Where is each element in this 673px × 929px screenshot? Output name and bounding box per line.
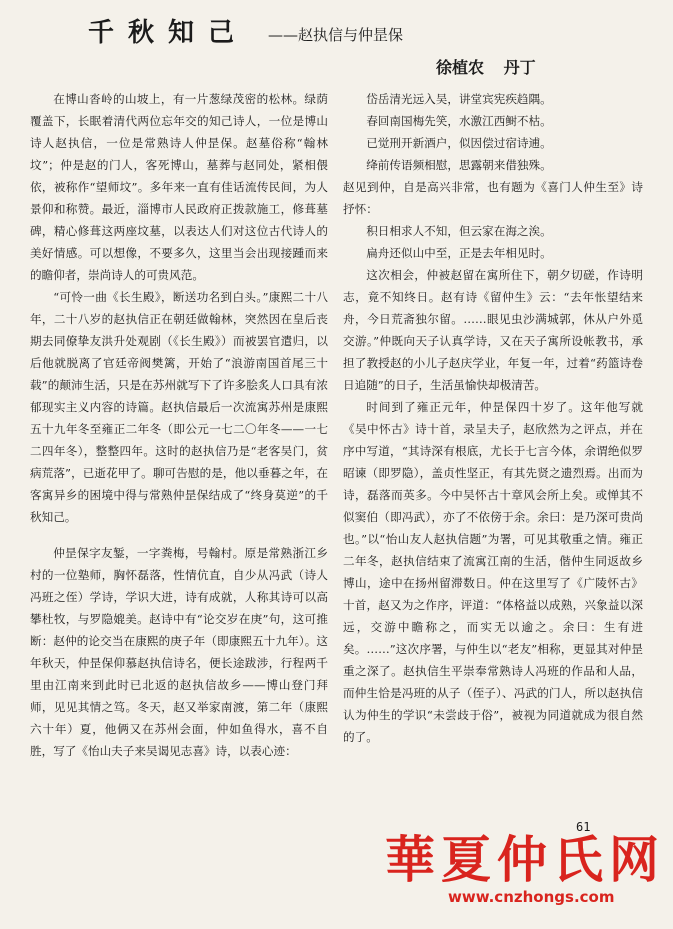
watermark-logo: 華夏仲氏网 — [385, 830, 665, 889]
article-title: 千秋知己 — [88, 18, 249, 48]
poem-line: 绛前传语频相慰，思露朝来借独殊。 — [366, 158, 552, 172]
article-authors: 徐植农 丹丁 — [436, 58, 536, 77]
poem-line: 扁舟还似山中至，正是去年相见时。 — [366, 246, 552, 260]
paragraph: 时间到了雍正元年，仲昰保四十岁了。这年他写就《吴中怀古》诗十首，录呈夫子，赵欣然为之评点，并在序中写道，“其诗深有根底，尤长于七言今体，余谓绝似罗昭谏（即罗隐），盖贞性坚正，有其先贤之遗烈焉。出而为诗，磊落而英多。今中吴怀古十章风会所上矣。或惮其不似窦伯（即冯武），亦了不依傍于余。余曰：是乃深可贵尚也。”以“怡山友人赵执信题”为署，可见其敬重之情。雍正二年冬，赵执信结束了流寓江南的生活，偕仲生同返故乡博山，途中在扬州留滞数日。仲在这里写了《广陵怀古》十首，赵又为之作序，评道：“体格益以成熟，兴象益以深远，交游中瞻称之，而实无以逾之。余曰：生有进矣。……”这次序署，与仲生以“老友”相称，更显其对仲昰重之深了。赵执信生平崇奉常熟诗人冯班的作品和人品，而仲生恰是冯班的从子（侄子）、冯武的门人，所以赵执信认为仲生的学识“未尝歧于俗”，被视为同道就成为很自然的了。 — [343, 400, 643, 744]
watermark-url: www.cnzhongs.com — [448, 888, 615, 906]
left-column — [30, 88, 328, 858]
poem-line: 岱岳清光远入吴，讲堂宾宪疾趋隅。 — [366, 92, 552, 106]
paragraph: 仲昰保字友錾，一字粪梅，号翰村。原是常熟浙江乡村的一位塾师，胸怀磊落，性情伉直，自少从冯武（诗人冯班之侄）学诗，学识大进，诗有成就，人称其诗可以高攀杜牧，与罗隐媲美。赵诗中有“论交岁在庚”句，这可推断：赵仲的论交当在康熙的庚子年（即康熙五十九年）。这年秋天，仲昰保仰慕赵执信诗名，便长途跋涉，行程两千里由江南来到此时已北返的赵执信故乡——博山登门拜师，见见其情之笃。冬天，赵又举家南渡，第二年（康熙六十年）夏，他俩又在苏州会面，仲如鱼得水，喜不自胜，写了《怡山夫子来吴谒见志喜》诗，以表心迹： — [30, 546, 328, 758]
paragraph: 在博山沓岭的山坡上，有一片葱绿茂密的松林。绿荫覆盖下，长眠着清代两位忘年交的知己诗人，一位是博山诗人赵执信，一位是常熟诗人仲昰保。赵墓俗称“翰林坟”；仲是赵的门人，客死博山，墓葬与赵同处，紧相偎依，被称作“望师坟”。多年来一直有佳话流传民间，为人景仰和称赞。最近，淄博市人民政府正拨款施工，修葺墓碑，精心修葺这两座坟墓，以表达人们对这位古代诗人的美好情感。可以想像，不要多久，这里当会出现接踵而来的瞻仰者，崇尚诗人的可贵风范。 — [30, 92, 328, 282]
page-number: 61 — [576, 820, 591, 834]
poem-line: 已觉刑开新酒户，似因偿过宿诗逋。 — [366, 136, 552, 150]
paragraph: 赵见到仲，自是高兴非常，也有题为《喜门人仲生至》诗抒怀： — [343, 180, 643, 216]
poem-line: 积日相求人不知，但云家在海之涘。 — [366, 224, 552, 238]
poem-line: 春回南国梅先笑，水激江西鲥不枯。 — [366, 114, 552, 128]
article-subtitle: ——赵执信与仲昰保 — [268, 26, 404, 44]
paragraph: 这次相会，仲被赵留在寓所住下，朝夕切磋，作诗明志，竟不知终日。赵有诗《留仲生》云：“去年怅望结来舟，今日荒斋独尔留。……眼见虫沙满城郭，休从户外觅交游。”仲既向天子认真学诗，又在天子寓所设帐教书，承担了教授赵的小儿子赵庆学业，年复一年，过着“药篮诗卷日追随”的日子，生活虽愉快却极清苦。 — [343, 268, 643, 392]
right-column — [343, 88, 643, 744]
paragraph: “可怜一曲《长生殿》，断送功名到白头。”康熙二十八年，二十八岁的赵执信正在朝廷做翰林，突然因在皇后丧期去同僚挚友洪升处观剧（《长生殿》）而被罢官遣归，以后他就脱离了官廷帝阀樊篱，开始了“浪游南国首尾三十载”的颠沛生活，只是在苏州就写下了许多脍炙人口具有浓郁现实主义内容的诗篇。赵执信最后一次流寓苏州是康熙五十九年冬至雍正二年冬（即公元一七二〇年冬——一七二四年冬），整整四年。这时的赵执信乃是“老客吴门，贫病荒落”，已逝花甲了。聊可告慰的是，他以垂暮之年，在客寓异乡的困境中得与常熟仲昰保结成了“终身莫逆”的千秋知己。 — [30, 290, 328, 524]
